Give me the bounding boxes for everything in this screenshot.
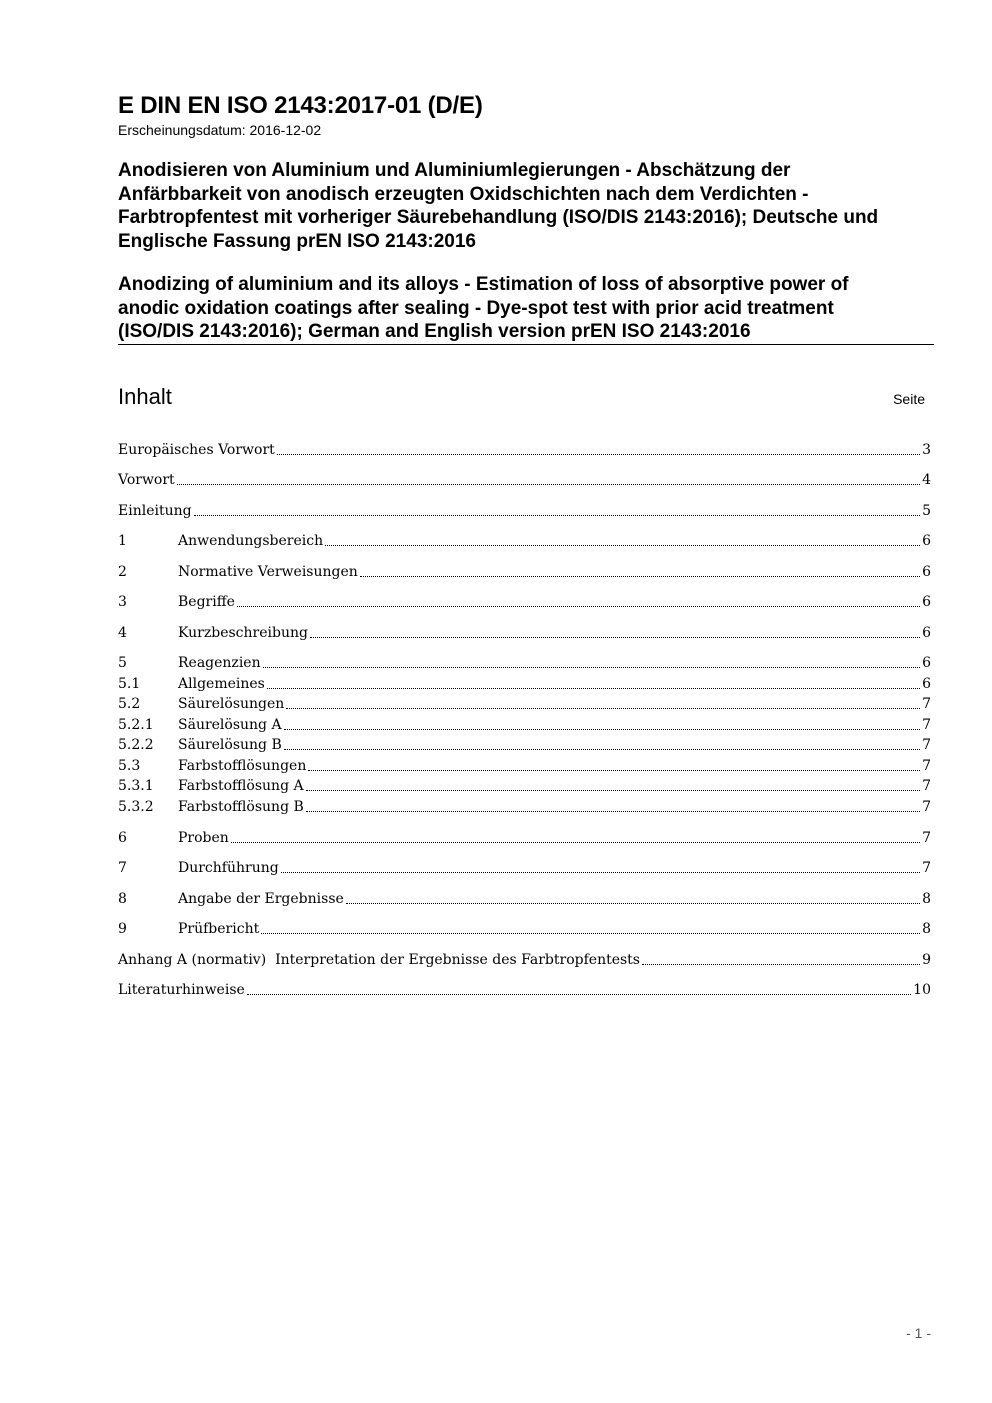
german-title-line: Englische Fassung prEN ISO 2143:2016 (118, 230, 476, 252)
toc-entry[interactable] (118, 828, 931, 848)
publication-date: Erscheinungsdatum: 2016-12-02 (118, 122, 322, 138)
toc-dot-leader (194, 515, 921, 516)
toc-entry-number: 8 (118, 891, 127, 907)
toc-entry-title: Prüfbericht (178, 921, 260, 937)
toc-entry-number: 9 (118, 921, 127, 937)
toc-dot-leader (306, 811, 920, 812)
toc-dot-leader (277, 454, 920, 455)
toc-entry-page: 6 (922, 655, 931, 671)
toc-entry-title: Farbstofflösung B (178, 799, 304, 815)
toc-dot-leader (247, 994, 911, 995)
toc-entry-title: Säurelösung B (178, 737, 282, 753)
toc-entry-number: 5 (118, 655, 127, 671)
toc-entry-page: 7 (922, 758, 931, 774)
toc-entry-page: 6 (922, 625, 931, 641)
english-title-line: Anodizing of aluminium and its alloys - Estimation of loss of absorptive power of (118, 274, 849, 295)
toc-entry[interactable] (118, 562, 931, 582)
toc-entry-number: 5.3.1 (118, 778, 154, 794)
toc-entry-page: 7 (922, 830, 931, 846)
toc-entry-page: 7 (922, 799, 931, 815)
toc-entry-number: 2 (118, 564, 127, 580)
page-number: - 1 - (906, 1325, 931, 1341)
toc-entry-number: 5.3 (118, 758, 141, 774)
toc-entry-title: Begriffe (178, 594, 235, 610)
toc-dot-leader (346, 903, 920, 904)
toc-entry-page: 3 (922, 442, 931, 458)
toc-entry[interactable] (118, 756, 931, 776)
toc-entry-title: Anwendungsbereich (178, 533, 324, 549)
toc-dot-leader (286, 708, 920, 709)
toc-entry-page: 7 (922, 696, 931, 712)
toc-entry-number: 7 (118, 860, 127, 876)
toc-entry[interactable] (118, 440, 931, 460)
toc-entry[interactable] (118, 674, 931, 694)
toc-entry[interactable] (118, 501, 931, 521)
toc-entry-title: Vorwort (118, 472, 175, 488)
toc-heading: Inhalt (118, 384, 172, 409)
toc-entry-number: 5.3.2 (118, 799, 154, 815)
toc-entry-page: 4 (922, 472, 931, 488)
toc-entry[interactable] (118, 531, 931, 551)
toc-entry-number: 4 (118, 625, 127, 641)
toc-entry[interactable] (118, 858, 931, 878)
toc-entry-page: 9 (922, 952, 931, 968)
title-divider (118, 344, 934, 345)
toc-entry-title: Allgemeines (178, 676, 265, 692)
toc-entry-page: 5 (922, 503, 931, 519)
toc-dot-leader (310, 637, 920, 638)
toc-entry-page: 6 (922, 594, 931, 610)
toc-entry-page: 7 (922, 778, 931, 794)
toc-entry[interactable] (118, 623, 931, 643)
toc-entry[interactable] (118, 735, 931, 755)
toc-entry-page: 6 (922, 564, 931, 580)
toc-entry-title: Farbstofflösung A (178, 778, 304, 794)
toc-dot-leader (642, 964, 920, 965)
toc-entry[interactable] (118, 470, 931, 490)
toc-entry[interactable] (118, 653, 931, 673)
toc-entry-page: 7 (922, 717, 931, 733)
toc-dot-leader (231, 842, 920, 843)
document-title: E DIN EN ISO 2143:2017-01 (D/E) (118, 92, 483, 119)
toc-entry-page: 6 (922, 533, 931, 549)
toc-entry-title: Kurzbeschreibung (178, 625, 308, 641)
toc-entry-number: 3 (118, 594, 127, 610)
toc-entry-title: Reagenzien (178, 655, 261, 671)
german-title-line: Anodisieren von Aluminium und Aluminiumlegierungen - Abschätzung der (118, 160, 791, 181)
toc-entry-title: Farbstofflösungen (178, 758, 307, 774)
toc-entry-page: 8 (922, 921, 931, 937)
toc-entry-title: Proben (178, 830, 229, 846)
toc-dot-leader (177, 484, 920, 485)
toc-dot-leader (267, 688, 920, 689)
english-title-line: (ISO/DIS 2143:2016); German and English version prEN ISO 2143:2016 (118, 321, 751, 342)
english-title-line: anodic oxidation coatings after sealing - Dye-spot test with prior acid treatment (118, 297, 834, 319)
toc-entry-number: 6 (118, 830, 127, 846)
toc-dot-leader (306, 790, 920, 791)
toc-entry[interactable] (118, 592, 931, 612)
toc-entry-number: 1 (118, 533, 127, 549)
toc-entry-page: 6 (922, 676, 931, 692)
toc-entry[interactable] (118, 919, 931, 939)
toc-entry-title: Literaturhinweise (118, 982, 245, 998)
toc-dot-leader (261, 933, 920, 934)
toc-entry-title: Säurelösung A (178, 717, 282, 733)
toc-entry[interactable] (118, 715, 931, 735)
german-title-line: Anfärbbarkeit von anodisch erzeugten Oxidschichten nach dem Verdichten - (118, 183, 809, 205)
toc-dot-leader (308, 770, 920, 771)
toc-dot-leader (281, 872, 920, 873)
toc-dot-leader (360, 576, 920, 577)
english-title (118, 273, 934, 344)
toc-entry-title: Anhang A (normativ) Interpretation der Ergebnisse des Farbtropfentests (118, 952, 640, 968)
toc-entry-number: 5.2.2 (118, 737, 154, 753)
toc-dot-leader (325, 545, 920, 546)
toc-dot-leader (284, 729, 921, 730)
german-title-line: Farbtropfentest mit vorheriger Säurebehandlung (ISO/DIS 2143:2016); Deutsche und (118, 207, 879, 228)
toc-entry-number: 5.2 (118, 696, 141, 712)
toc-entry-title: Einleitung (118, 503, 192, 519)
toc-entry-page: 7 (922, 737, 931, 753)
toc-entry-page: 8 (922, 891, 931, 907)
toc-entry-title: Durchführung (178, 860, 279, 876)
toc-entry-page: 10 (913, 982, 931, 998)
toc-entry-title: Europäisches Vorwort (118, 442, 275, 458)
toc-entry[interactable] (118, 776, 931, 796)
toc-entry-number: 5.1 (118, 676, 141, 692)
toc-entry-title: Säurelösungen (178, 696, 285, 712)
toc-dot-leader (263, 667, 920, 668)
toc-page-label: Seite (893, 391, 925, 407)
toc-dot-leader (284, 749, 920, 750)
toc-entry-page: 7 (922, 860, 931, 876)
toc-entry-title: Angabe der Ergebnisse (178, 891, 344, 907)
toc-entry[interactable] (118, 950, 931, 970)
toc-entry[interactable] (118, 889, 931, 909)
toc-entry[interactable] (118, 797, 931, 817)
toc-entry[interactable] (118, 980, 931, 1000)
toc-entry-number: 5.2.1 (118, 717, 154, 733)
toc-entry[interactable] (118, 694, 931, 714)
toc-dot-leader (237, 606, 920, 607)
toc-entry-title: Normative Verweisungen (178, 564, 358, 580)
german-title (118, 159, 934, 253)
